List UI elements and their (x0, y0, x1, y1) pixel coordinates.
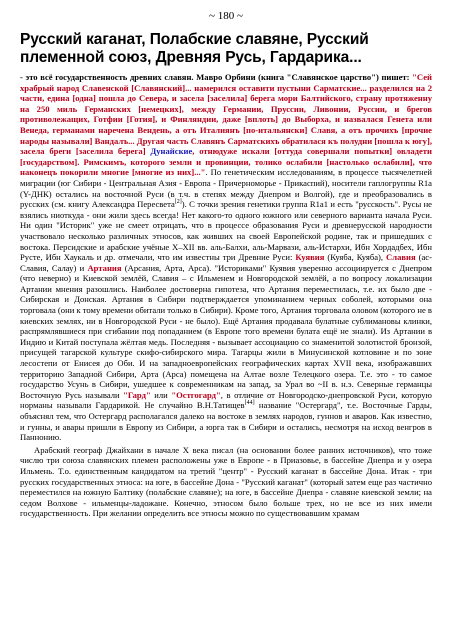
gard-term: "Гард" (123, 389, 151, 400)
page-number: ~ 180 ~ (209, 10, 243, 22)
or-text: или (150, 389, 172, 400)
kuyavia-variants: (Куяба, Куяба), (324, 252, 387, 263)
artania-term: Артания (87, 262, 122, 273)
genetics-text: . По генетическим исследованиям, в процессе тысячелетней миграции (юг Сибири - Центральная Азия - Европа - Причерноморье - Прикаспий), носители гаплогруппы R1a (Y-ДНК) остались на восточной Руси (в т.ч. в степях между Днепром и Волгой), где и преобразовались в русских (см. книгу Александра Пересвета (20, 167, 432, 210)
footnote-ref-2[interactable]: [2] (174, 199, 182, 206)
ostgogard-term: "Остгогард" (171, 389, 221, 400)
paragraph-2: Арабский географ Джайхани в начале X века писал (на основании более ранних источников), что тоже числю три союза славянских племен расположены уже в Европе - в Приазовье, в бассейне Днепра и у озера Ильмень. Т.о. единственным кандидатом на третий "центр" - Русский каганат в бассейне Дона. Итак - три русских государственных этноса: на юге, в бассейне Дона - "Русский каганат" (который затем еще раз частично переместился на южную Балтику (полабские славяне); на юге, в бассейне Днепра - славяне киевской земли; на седом Волхове - ильменцы-ладожане. Конечно, этносом было больше трех, но не все из них имели государственность. При желании определить все этносы можно по существовавшим храмам (20, 444, 432, 519)
ostergard-text: название "Остергард", т.е. Восточные Гарды, объяснял тем, что Остергард располагался далеко на востоке в землях народов, гуннов и аваров. Как известно, и гунны, и авары пришли в Европу из Сибири, а юрга так в Сибири и остались, несмотря на исход венгров в Паннонию. (20, 400, 432, 443)
intro-text: - это всё государственность древних славян. Мавро Орбини (книга "Славянское царство") пишет: (20, 72, 413, 82)
body-text (20, 72, 432, 519)
tatishchev-text: , в отличие от Новгородско-днепровской Руси, которую норманы называли Гардарикой. Не случайно В.Н.Татищев (20, 389, 432, 411)
artania-text: (Арсания, Арта, Арса). "Историками" Куявия уверенно ассоциируется с Днепром (что неверно) и Киевской землёй, Славия – с Ильменем и Новгородской землёй, а по вопросу локализации Артании мнения разошлись. Наиболее достоверна гипотеза, что Артания переместилась, т.е. их было две - Сибирская и Донская. Артания в Сибири подтверждается упоминанием черных соболей, которыми она торговала (они к тому времени обитали только в Сибири). Кроме того, Артания торговала оловом (которого не в киевских землях, ни в Новгородской Руси - не было). Ещё Артания продавала булатные сублимановы клинки, распрямлявшиеся при сгибании под попаданием (в Европе того времени булата ещё не знали). Из Артании в Индию и Китай поступала жёлтая медь. Последняя - вызывает ассоциацию со знаменитой золотистой бронзой, присущей тагарской культуре скифо-сибирского мира. Тагарцы жили в Минусинской котловине и по зоне лесостепи от Енисея до Оби. И на западноевропейских географических картах XVII века, изображавших территорию Западной Сибири, Арта (Арса) помещена на Алтае возле Телецкого озера. Т.е. это - то самое государство Усунь в Сибири, ушедшее к современникам на запад, за Урал во ~II в. н.э. Северные германцы Восточную Русь называли (20, 262, 432, 400)
orbini-quote: "Сей храбрый народ Славенской [Славянский]... намерился оставити пустыни Сарматские... разделился на 2 части, едина [одна] пошла до Севера, и засела [заселила] берега мори Балтийского, страну протяженну на 250 миль Германских [немецких], между Германии, Пруссии, Ливонии, Руссии, и брегов противолежащих, Готфии [Готия], и Финляндии, даже [вплоть] до Выборха, и назвалася Генета или Венеда, германами наречена Вендень, а отъ Италиянъ [по-итальянски] Славя, а отъ прочихъ [прочие народы называли] Вандалъ... Другая часть Славянъ Сарматскихъ обратилася къ полудни [пошла к югу], засела бреги [заселила берега] (20, 72, 432, 157)
slavia-variants: (ас-Славия, Салау) и (20, 252, 432, 273)
orbini-quote-cont: , отнюдуже искали [оттуда совершали попытки] (192, 146, 397, 157)
paragraph-1 (20, 72, 432, 443)
danube-highlight: Дунайские (150, 146, 193, 157)
orbini-quote-end: овладети [государством]. Римскимъ, которого земли и провинции, толико ослабили [настолько ослабили], что наконецъ покорили многие [многие из них]..." (20, 146, 432, 178)
kuyavia-term: Куявия (295, 252, 325, 263)
section-heading: Русский каганат, Полабские славяне, Русский племенной союз, Древняя Русь, Гардарика... (20, 31, 369, 66)
footnote-ref-44[interactable]: [44] (244, 400, 255, 407)
rus-origin-text: ). С точки зрения генетики группа R1a1 и есть "русскость". Русы не взялись ниоткуда - они жили здесь всегда! Нет какого-то одного южного или северного варианта начала Руси. Ни один "Историк" уже не смеет отрицать, что в процессе образования Руси и древнерусской народности участвовало несколько различных этносов, как живших на своей Европейской родине, так и пришедших с востока. Персидские и арабские учёные X–XII вв. аль-Балхи, аль-Марвази, аль-Истархи, Ибн Хордадбех, Ибн Русте, Ибн Хаукаль и др. отмечали, что им известны три Древние Руси: (20, 199, 432, 263)
slavia-term: Славия (386, 252, 416, 263)
